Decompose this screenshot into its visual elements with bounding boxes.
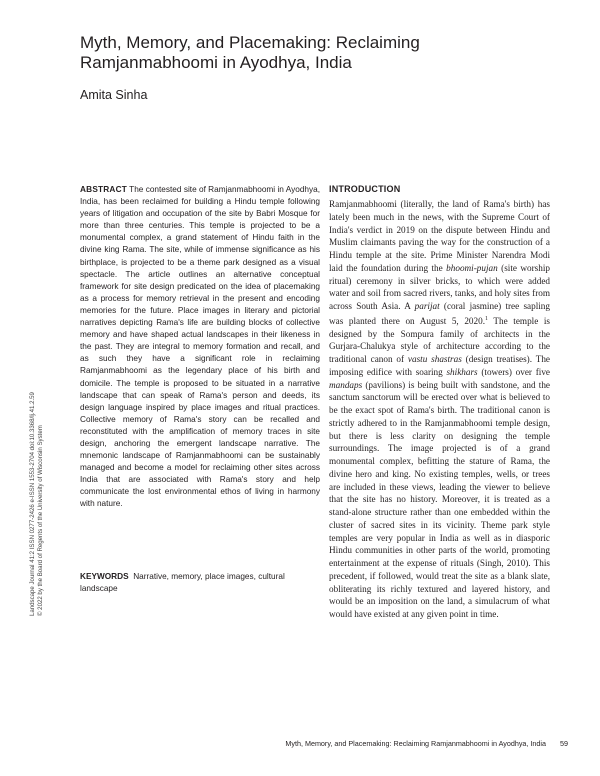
page-number: 59 bbox=[560, 739, 568, 748]
running-title: Myth, Memory, and Placemaking: Reclaiming Ramjanmabhoomi in Ayodhya, India bbox=[285, 739, 546, 748]
body-text-run: (coral jasmine) tree sapling was planted there on August 5, 2020. bbox=[329, 301, 550, 326]
keywords bbox=[80, 571, 320, 595]
italic-term: shikhars bbox=[446, 366, 478, 377]
page-footer bbox=[285, 739, 568, 748]
journal-info: Landscape Journal 41:2 ISSN 0277-2426 e-ISSN 1553-2704 doi:10.3368/lj.41.2.59 bbox=[29, 392, 36, 616]
body-text-run: (site worship ritual) ceremony in silver bricks, to which were added water and soil from sacred rivers, tanks, and holy sites from across South Asia. A bbox=[329, 262, 550, 311]
italic-term: parijat bbox=[414, 301, 440, 311]
body-text-run: (towers) over five bbox=[477, 366, 550, 377]
body-text-run: Ramjanmabhoomi (literally, the land of Rama's birth) has lately been much in the news, with the Supreme Court of India's verdict in 2019 on the dispute between Hindu and Muslim claimants paving the way for the construction of a Hindu temple at the site. Prime Minister Narendra Modi laid the foundation during the bbox=[329, 199, 550, 273]
article-title: Myth, Memory, and Placemaking: Reclaiming Ramjanmabhoomi in Ayodhya, India bbox=[80, 33, 420, 72]
footnote-marker[interactable]: 1 bbox=[485, 315, 488, 322]
abstract-label: ABSTRACT bbox=[80, 185, 127, 194]
abstract bbox=[80, 184, 320, 511]
abstract-text: The contested site of Ramjanmabhoomi in Ayodhya, India, has been reclaimed for building a Hindu temple following years of litigation and occupation of the site by Babri Mosque for more than three centuries. This temple is projected to be a monumental complex, a grand statement of Hindu faith in the divine king Rama. The site, while of immense significance as his birthplace, is projected to be a theme park designed as a visual spectacle. The article outlines an alternative conceptual framework for site design predicated on the idea of placemaking as a process for memory retrieval in the present and encoding memories for the future. Place images in literary and pictorial narratives depicting Rama's life are building blocks of collective memory and have shaped actual landscapes in their likeness in the past. They are integral to memory formation and recall, and as such they have a significant role in reclaiming Ramjanmabhoomi as the legendary place of his birth and domicile. The temple is proposed to be situated in a narrative landscape that can speak of Rama's person and deeds, its design language inspired by place images and ritual practices. Collective memory of Rama's story can be recalled and reconstituted with the amplification of memory traces in site design, anchoring the emergent landscape narrative. The mnemonic landscape of Ramjanmabhoomi can be sustainably managed and become a model for reclaiming other sites across India that are associated with Rama's story and help communicate the lost environmental ethos of living in harmony with nature. bbox=[80, 185, 320, 509]
keywords-text: Narrative, memory, place images, cultural landscape bbox=[80, 572, 285, 594]
italic-term: vastu shastras bbox=[407, 354, 462, 365]
italic-term: mandaps bbox=[329, 379, 363, 390]
body-text-run: (pavilions) is being built with sandstone, and the sanctum sanctorum will be erected over what is believed to be the exact spot of Rama's birth. The traditional canon is strictly adhered to in the Ramjanmabhoomi temple design, but there is less clarity on designing the temple surroundings. The image projected is of a grand monumental complex, befitting the stature of Rama, the divine hero and king. No existing temples, wells, or trees are included in these views, leading the viewer to believe that the site has no history. Moreover, it is treated as a stand-alone structure rather than one embedded within the cluster of sacred sites in its vicinity. Theme park style temples are very popular in India as well as in diasporic Hindu communities in other parts of the world, promoting entertainment at the expense of rituals (Singh, 2010). This precedent, if followed, would treat the site as a blank slate, obliterating its richly textured and layered history, and would be an imposition on the land, a simulacrum of what would have existed at any given point in time. bbox=[329, 379, 550, 620]
body-text-run: The temple is designed by the Sompura family of architects in the Gurjara-Chalukya style of architecture according to the traditional canon of bbox=[329, 315, 551, 365]
keywords-label: KEYWORDS bbox=[80, 572, 129, 581]
journal-sidebar bbox=[29, 366, 45, 616]
body-text-run: (design treatises). The imposing edifice with soaring bbox=[329, 354, 550, 377]
author-name: Amita Sinha bbox=[80, 88, 148, 102]
copyright-notice: © 2022 by the Board of Regents of the University of Wisconsin System bbox=[37, 425, 44, 616]
section-heading: INTRODUCTION bbox=[329, 184, 401, 194]
italic-term: bhoomi-pujan bbox=[446, 262, 498, 273]
introduction-paragraph bbox=[329, 198, 550, 621]
